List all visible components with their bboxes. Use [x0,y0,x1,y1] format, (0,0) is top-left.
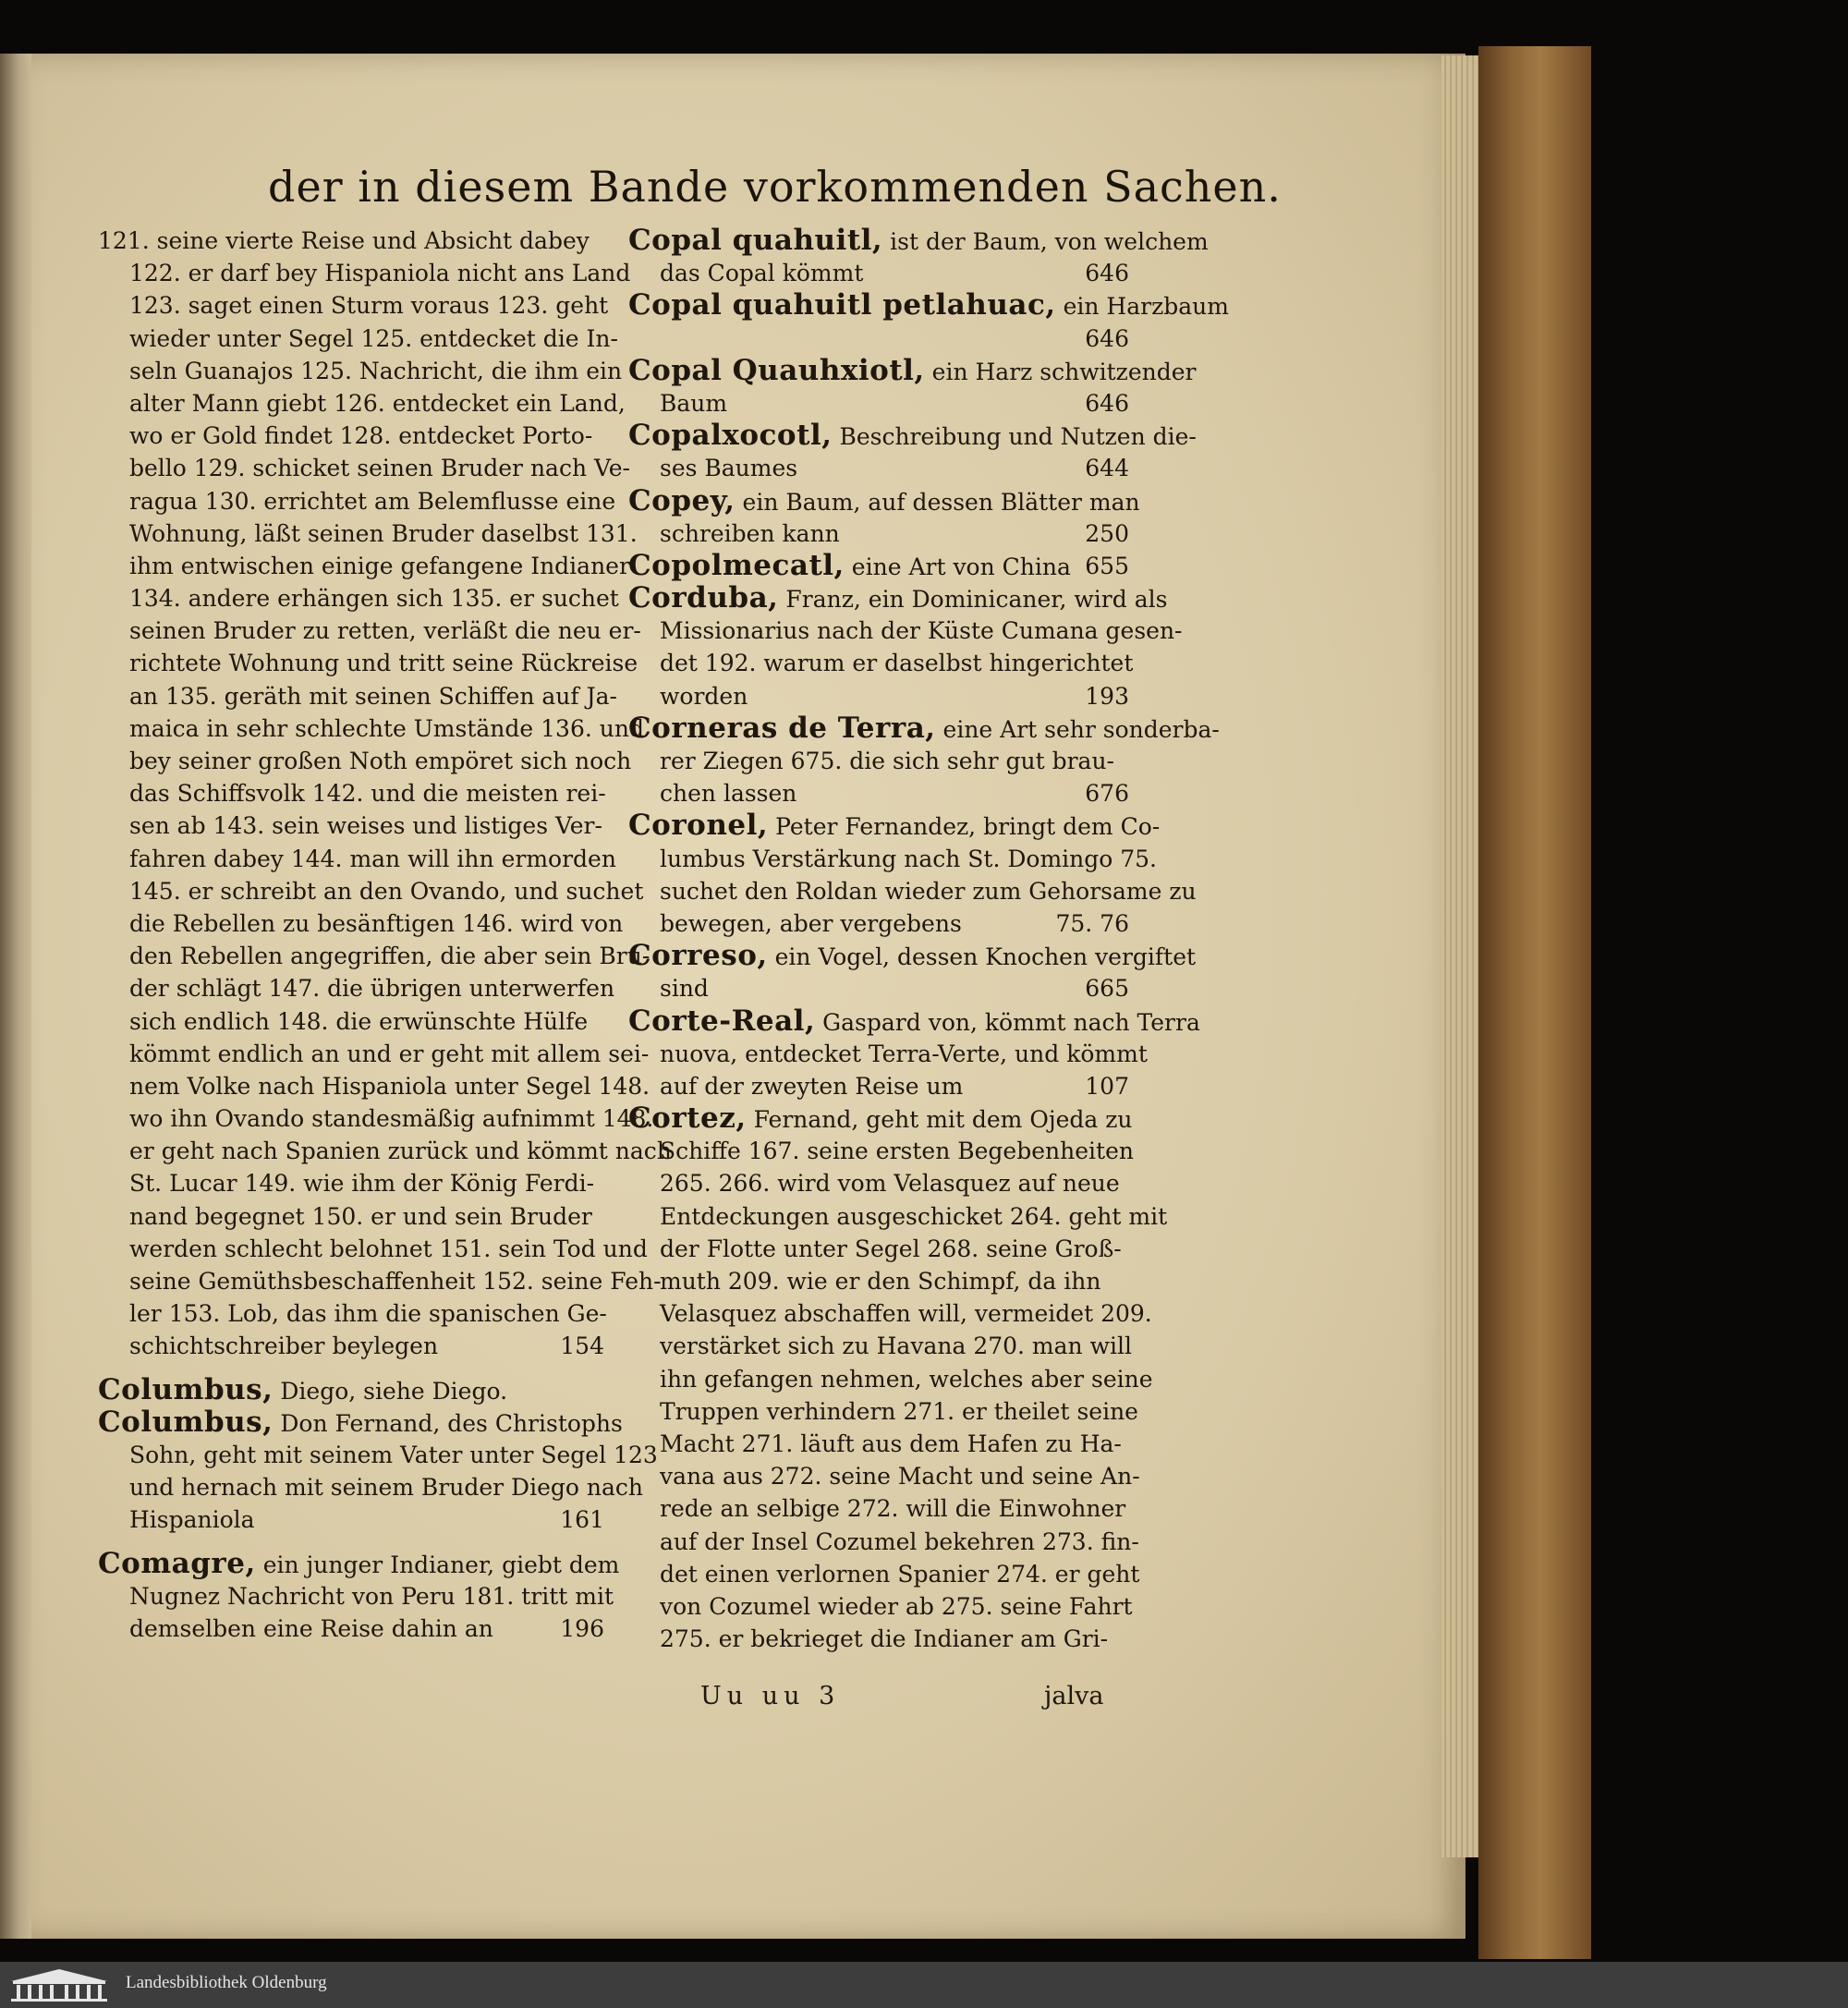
index-headword: Copalxocotl, [628,419,833,453]
page-reference: 646 [1085,389,1129,417]
index-text: und hernach mit seinem Bruder Diego nach [129,1474,643,1502]
index-text [98,1546,620,1581]
index-text [98,1374,604,1407]
index-text: rede an selbige 272. will die Einwohner [660,1495,1126,1523]
index-line [98,420,604,452]
printer-signature: Uu uu 3 [700,1682,841,1710]
index-text: das Schiffsvolk 142. und die meisten rei- [129,780,606,808]
index-text [628,550,1129,583]
index-line [628,1004,1200,1038]
index-entry-text: ist der Baum, von welchem [882,228,1209,255]
index-line [628,1428,1129,1460]
index-line [628,1070,1129,1102]
page-reference: 646 [1085,324,1129,352]
index-line [98,1439,658,1471]
index-text [628,581,1168,615]
index-line [98,745,632,777]
index-text [628,224,1209,258]
index-line [98,387,626,420]
index-line [98,777,604,809]
index-line [98,1612,604,1645]
index-line [98,1265,662,1297]
index-line [628,1233,1129,1265]
index-line [628,777,1129,809]
page-reference: 665 [1085,975,1129,1003]
index-text: sind [660,975,709,1003]
index-line [628,1363,1153,1395]
index-line [628,1135,1134,1167]
index-headword: Copal quahuitl, [628,224,883,257]
index-entry-text: ein junger Indianer, giebt dem [255,1551,620,1578]
index-entry-text: ein Harzbaum [1055,293,1229,321]
index-line [98,582,619,615]
index-line [98,940,650,972]
index-text: rer Ziegen 675. die sich sehr gut brau- [660,748,1115,774]
page-header: der in diesem Bande vorkommenden Sachen. [268,162,1282,212]
index-text [628,809,1161,843]
index-line [98,452,631,484]
index-headword: Copey, [628,483,736,517]
index-column-right [628,224,1229,1655]
library-building-icon [6,1966,113,2003]
index-text: Truppen verhindern 271. er theilet seine [660,1397,1138,1425]
index-line [98,647,638,679]
index-line [628,1265,1129,1297]
index-text: Baum [660,389,728,417]
index-entry-text: eine Art sehr sonderba- [935,715,1220,743]
index-text: richtete Wohnung und tritt seine Rückreise [129,650,638,677]
library-footer-bar [0,1962,1848,2008]
index-text: auf der zweyten Reise um [660,1072,964,1100]
index-text: den Rebellen angegriffen, die aber sein Bru- [129,943,650,970]
index-line [98,1070,650,1102]
index-line [98,1471,643,1503]
index-text [628,1101,1133,1136]
index-text [98,1405,623,1440]
index-line [98,907,624,940]
index-headword: Copal Quauhxiotl, [628,353,925,387]
index-headword: Corneras de Terra, [628,711,936,745]
index-headword: Coronel, [628,809,769,843]
index-text: fahren dabey 144. man will ihn ermorden [129,845,616,872]
index-text: alter Mann giebt 126. entdecket ein Land, [129,389,626,417]
index-text: 275. er bekrieget die Indianer am Gri- [660,1625,1109,1653]
index-text: 121. seine vierte Reise und Absicht dabey [98,227,590,254]
index-line [98,1167,604,1199]
index-line [98,1005,604,1038]
index-text: ihn gefangen nehmen, welches aber seine [660,1365,1153,1393]
index-text: Hispaniola [129,1506,255,1534]
index-text: nuova, entdecket Terra-Verte, und kömmt [660,1040,1148,1067]
index-text: nem Volke nach Hispaniola unter Segel 148. [129,1072,650,1100]
page-reference: 196 [560,1614,604,1642]
index-text: suchet den Roldan wieder zum Gehorsame zu [660,877,1197,905]
index-text [628,711,1220,746]
index-line [628,1526,1139,1558]
index-line [628,1167,1129,1199]
index-text: worden [660,682,748,710]
index-line [628,257,1129,289]
index-text: nand begegnet 150. er und sein Bruder [129,1202,592,1230]
index-line [628,1492,1129,1525]
index-text [628,353,1197,388]
index-entry-text: Franz, ein Dominicaner, wird als [778,586,1168,614]
index-text: Wohnung, läßt seinen Bruder daselbst 131. [129,519,638,547]
index-line [98,809,604,842]
index-line [98,712,644,745]
index-headword: Comagre, [98,1546,256,1580]
page-reference: 250 [1085,519,1129,547]
index-line [98,1233,648,1265]
index-headword: Columbus, [98,1372,274,1406]
index-line [628,1395,1138,1428]
index-text: verstärket sich zu Havana 270. man will [660,1333,1132,1360]
index-line [628,452,1129,484]
index-line [628,647,1134,679]
index-text: det 192. warum er daselbst hingerichtet [660,650,1134,677]
index-text: der Flotte unter Segel 268. seine Groß- [660,1235,1122,1262]
leather-binding [1478,46,1591,1959]
page-reference: 655 [1085,552,1129,579]
index-line [98,225,604,257]
index-line [98,875,644,907]
index-text: det einen verlornen Spanier 274. er geht [660,1560,1140,1588]
index-column-left [98,225,672,1645]
index-line [98,355,623,387]
index-text: Sohn, geht mit seinem Vater unter Segel 123 [129,1441,658,1468]
index-line [628,680,1129,712]
index-text: muth 209. wie er den Schimpf, da ihn [660,1268,1101,1295]
index-text: ler 153. Lob, das ihm die spanischen Ge- [129,1300,607,1328]
index-text: 122. er darf bey Hispaniola nicht ans Land [129,260,631,287]
page-reference: 107 [1085,1072,1129,1100]
page-reference: 154 [560,1333,604,1360]
index-line [628,615,1183,647]
index-text: bewegen, aber vergebens [660,909,962,937]
index-entry-text: Peter Fernandez, bringt dem Co- [768,813,1161,841]
index-headword: Corduba, [628,581,779,615]
index-entry-text: ein Harz schwitzender [924,358,1197,385]
catchword: jalva [1044,1682,1104,1710]
index-line [628,322,1129,355]
index-line [628,517,1129,550]
index-text: die Rebellen zu besänftigen 146. wird von [129,909,624,937]
index-text: ses Baumes [660,455,798,482]
index-line [628,711,1220,745]
index-line [628,875,1197,907]
index-line [628,1590,1133,1623]
index-entry-text: ein Vogel, dessen Knochen vergiftet [767,943,1197,971]
index-text: 134. andere erhängen sich 135. er suchet [129,585,619,613]
index-text: St. Lucar 149. wie ihm der König Ferdi- [129,1170,595,1198]
index-line [628,550,1129,582]
index-line [628,1297,1152,1330]
index-text: Missionarius nach der Küste Cumana gesen- [660,617,1183,645]
index-headword: Cortez, [628,1101,747,1136]
index-entry-text: Fernand, geht mit dem Ojeda zu [746,1106,1133,1134]
index-line [628,1330,1132,1362]
index-text: Velasquez abschaffen will, vermeidet 209. [660,1300,1152,1328]
index-text: er geht nach Spanien zurück und kömmt nach [129,1138,672,1165]
index-entry-text: Gaspard von, kömmt nach Terra [815,1008,1200,1036]
index-line [98,1503,604,1536]
index-text: demselben eine Reise dahin an [129,1614,493,1642]
index-text: der schlägt 147. die übrigen unterwerfen [129,975,615,1003]
index-text: schichtschreiber beylegen [129,1333,439,1360]
index-line [98,1374,604,1406]
index-text: bello 129. schicket seinen Bruder nach Ve- [129,455,631,482]
index-line [98,1297,607,1330]
index-line [98,1546,620,1580]
index-text [628,939,1197,973]
index-line [628,939,1197,973]
index-line [98,972,615,1004]
index-text: vana aus 272. seine Macht und seine An- [660,1463,1140,1491]
index-line [628,1101,1133,1136]
index-line [628,1623,1129,1655]
index-line [98,1330,604,1362]
index-entry-text: ein Baum, auf dessen Blätter man [735,488,1140,516]
index-text: lumbus Verstärkung nach St. Domingo 75. [660,845,1158,872]
index-text: werden schlecht belohnet 151. sein Tod und [129,1235,648,1262]
index-headword: Correso, [628,939,768,973]
index-text: an 135. geräth mit seinen Schiffen auf Ja- [129,682,617,710]
page-reference: 646 [1085,260,1129,287]
index-text [628,419,1197,453]
index-entry-text: Diego, siehe Diego. [273,1377,508,1405]
index-line [98,1200,604,1233]
index-text: ihm entwischen einige gefangene Indianer [129,552,630,579]
index-text: wieder unter Segel 125. entdecket die In- [129,324,618,352]
index-line [98,517,638,550]
index-text: auf der Insel Cozumel bekehren 273. fin- [660,1527,1139,1555]
index-text: Macht 271. läuft aus dem Hafen zu Ha- [660,1430,1122,1457]
index-text [628,288,1229,322]
index-headword: Corte-Real, [628,1004,816,1038]
index-line [98,550,630,582]
index-line [98,680,617,712]
index-text: Entdeckungen ausgeschicket 264. geht mit [660,1202,1168,1230]
index-line [98,1102,654,1135]
index-line [628,972,1129,1004]
index-entry-text: Don Fernand, des Christophs [273,1409,623,1437]
page-reference: 644 [1085,455,1129,482]
index-line [628,353,1197,387]
index-line [628,843,1158,875]
index-line [98,1580,614,1612]
index-line [628,1558,1140,1590]
index-text: seine Gemüthsbeschaffenheit 152. seine Feh- [129,1268,662,1295]
index-text: 265. 266. wird vom Velasquez auf neue [660,1170,1120,1198]
index-text: bey seiner großen Noth empöret sich noch [129,748,632,774]
index-line [98,289,609,322]
index-text [628,1004,1200,1039]
index-text: schreiben kann [660,519,840,547]
page-edges [1441,55,1478,1857]
index-text: sich endlich 148. die erwünschte Hülfe [129,1007,589,1035]
index-text: Schiffe 167. seine ersten Begebenheiten [660,1138,1134,1165]
index-text: maica in sehr schlechte Umstände 136. und [129,714,644,742]
index-text: Nugnez Nachricht von Peru 181. tritt mit [129,1582,614,1610]
index-line [98,1135,672,1167]
index-line [628,419,1197,453]
index-line [628,1460,1140,1492]
index-text: sen ab 143. sein weises und listiges Ver- [129,812,602,840]
page-reference: 75. 76 [1055,909,1129,937]
page-reference: 193 [1085,682,1129,710]
index-line [628,907,1129,940]
index-entry-text: eine Art von China [844,553,1071,580]
index-line [628,581,1168,615]
index-line [628,1038,1148,1070]
index-line [628,224,1209,257]
index-text: das Copal kömmt [660,260,864,287]
index-text: wo ihn Ovando standesmäßig aufnimmt 148. [129,1105,654,1133]
index-line [98,615,641,647]
index-text: seln Guanajos 125. Nachricht, die ihm ein [129,357,623,384]
index-entry-text: Beschreibung und Nutzen die- [832,423,1197,451]
index-line [98,485,616,517]
index-line [98,322,618,355]
library-name: Landesbibliothek Oldenburg [126,1973,327,1992]
index-line [98,257,631,289]
index-headword: Copolmecatl, [628,548,845,582]
index-text: wo er Gold findet 128. entdecket Porto- [129,422,593,450]
index-line [628,745,1129,777]
index-line [628,288,1229,322]
index-headword: Columbus, [98,1405,274,1439]
index-line [628,809,1161,843]
index-text [628,483,1140,518]
index-line [628,483,1140,517]
page-reference: 676 [1085,780,1129,808]
page-reference: 161 [560,1506,604,1534]
index-text: von Cozumel wieder ab 275. seine Fahrt [660,1592,1133,1620]
index-text: seinen Bruder zu retten, verläßt die neu er- [129,617,641,645]
index-line [98,1038,650,1070]
index-text: kömmt endlich an und er geht mit allem sei- [129,1040,650,1067]
index-text: chen lassen [660,780,797,808]
index-line [628,1200,1168,1233]
index-line [98,1405,623,1439]
index-text: ragua 130. errichtet am Belemflusse eine [129,487,616,515]
index-line [628,387,1129,420]
previous-page-edge [0,54,31,1939]
index-headword: Copal quahuitl petlahuac, [628,288,1056,322]
index-line [98,843,616,875]
index-text: 123. saget einen Sturm voraus 123. geht [129,292,609,320]
index-text: 145. er schreibt an den Ovando, und suchet [129,877,644,905]
